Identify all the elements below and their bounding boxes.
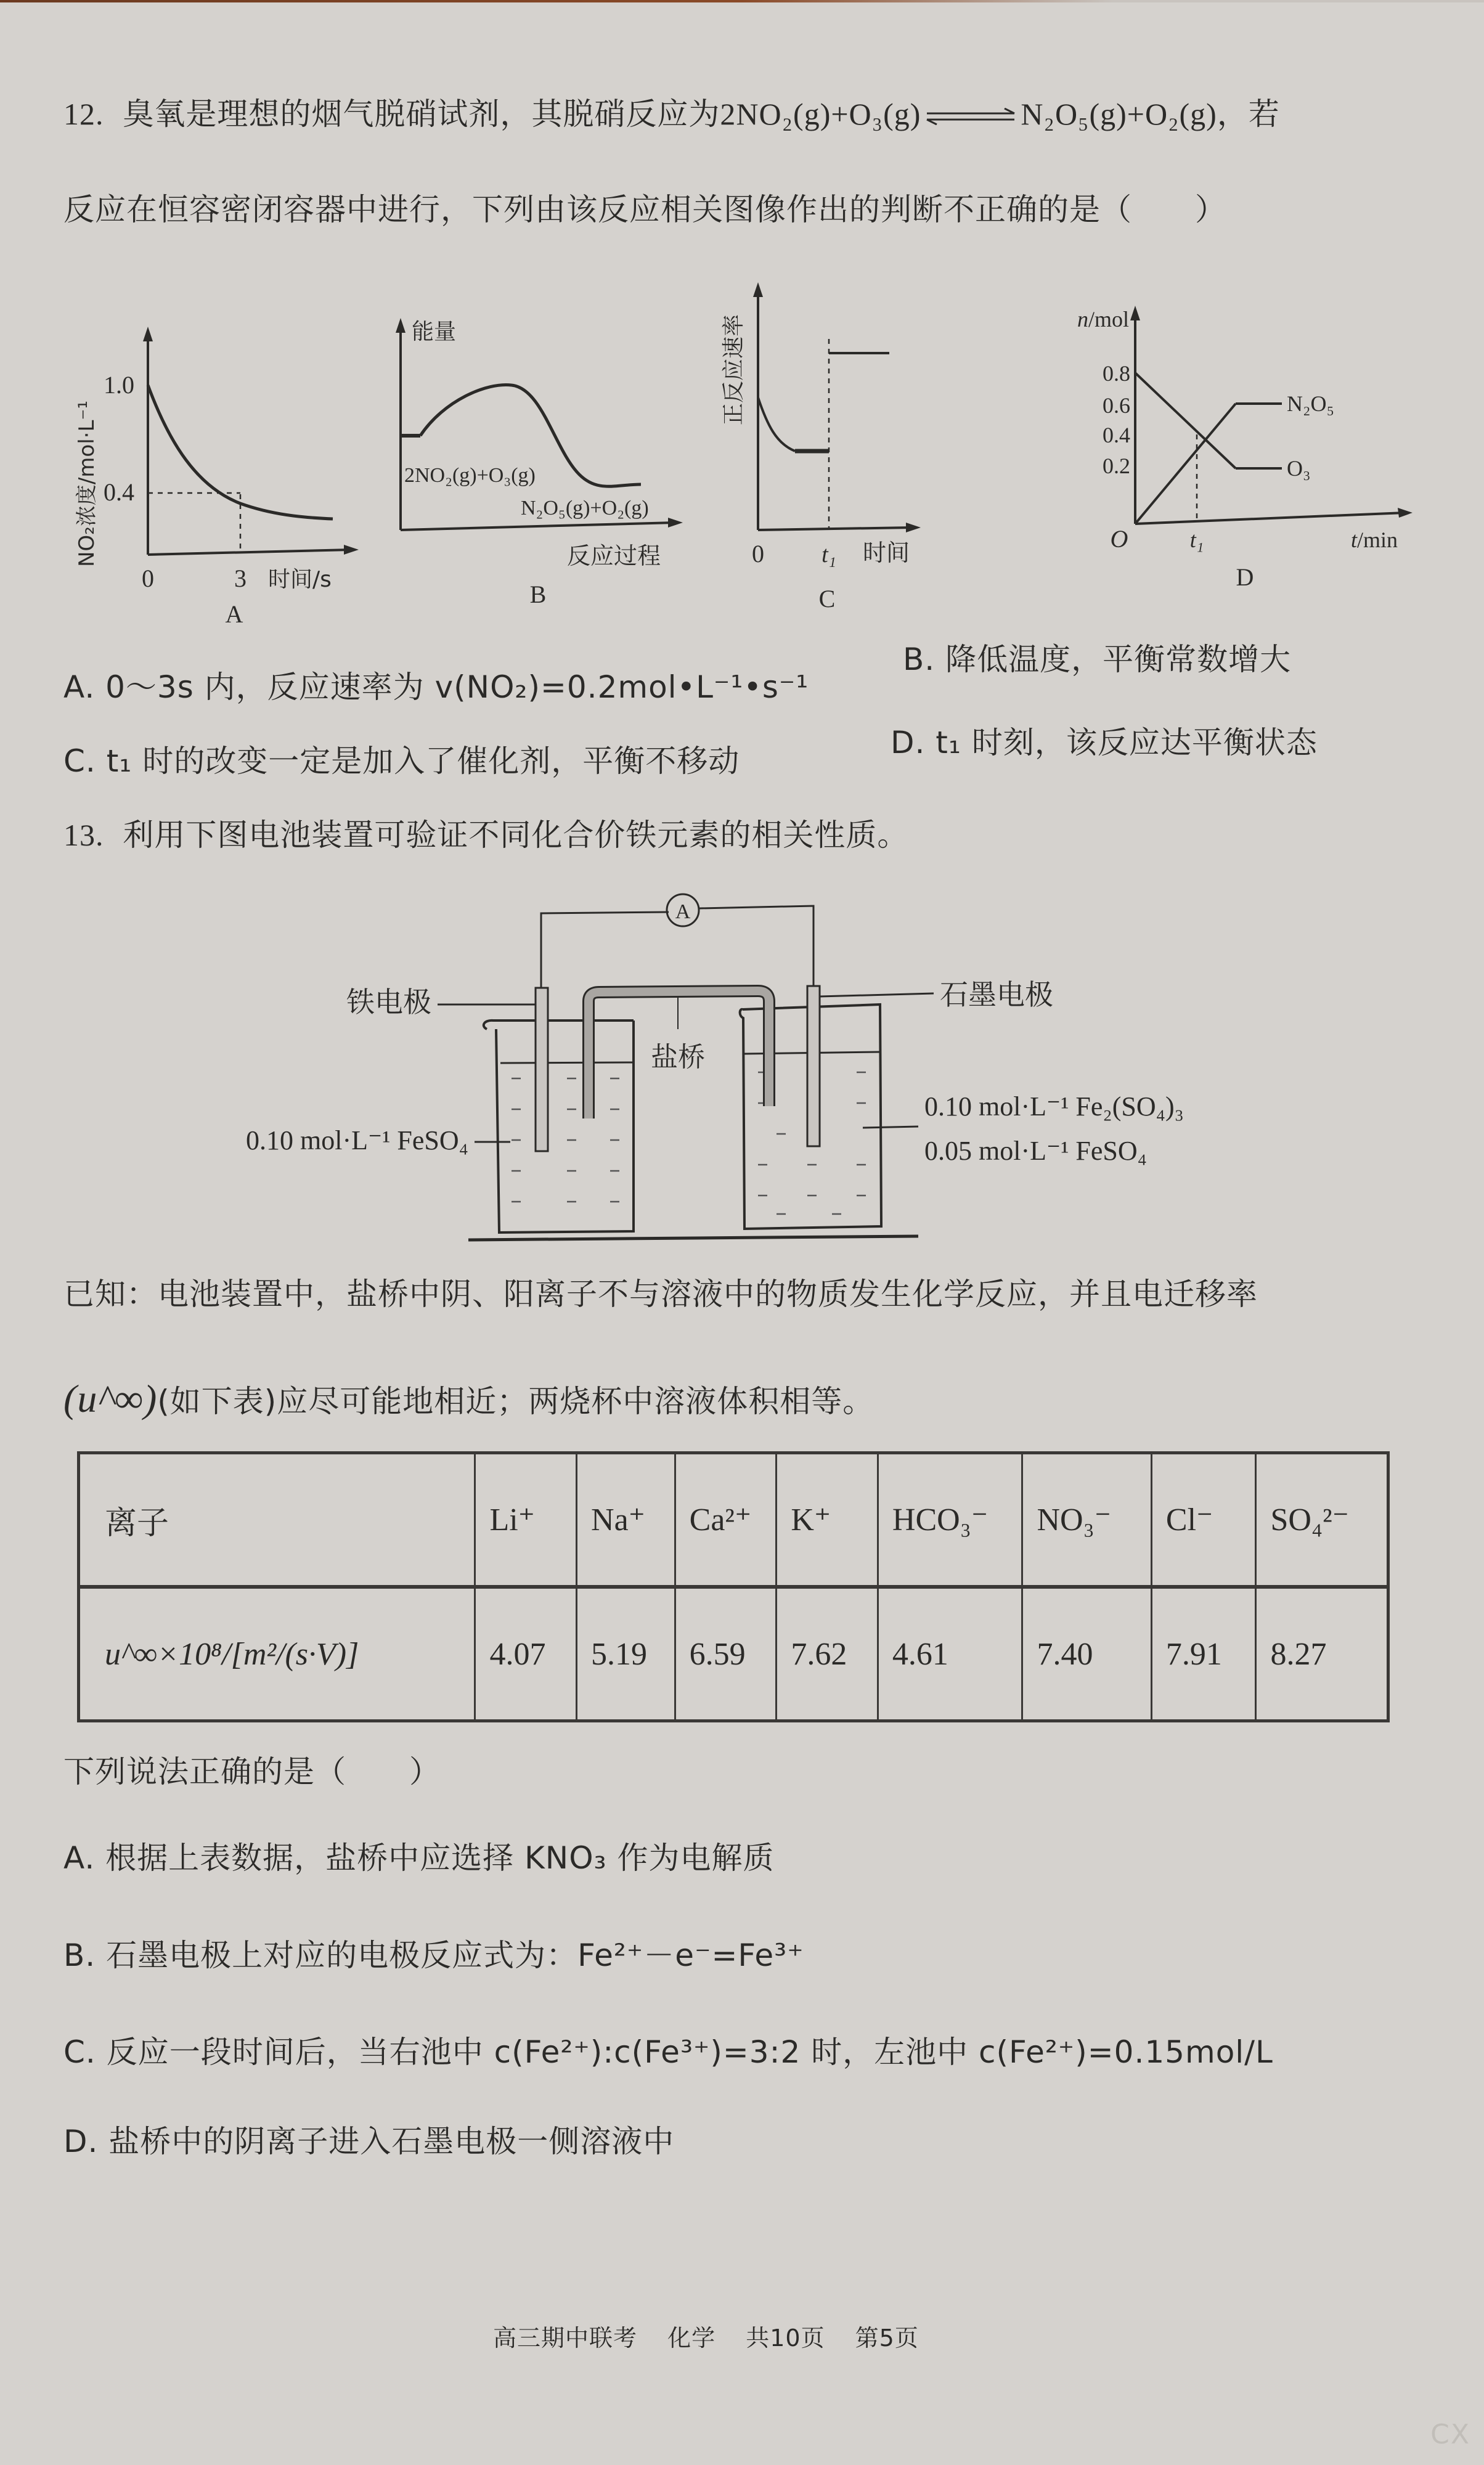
graphite-electrode [807,986,820,1146]
table-cell-ion: K⁺ [777,1453,878,1587]
graph-d-ytick-1: 0.8 [1103,361,1130,386]
graph-d-series-o3: O₃ [1287,456,1311,481]
table-cell-ion: SO₄²⁻ [1256,1453,1388,1587]
q12-stem-line1 [63,96,1280,132]
q12-option-b: B. 降低温度，平衡常数增大 [903,642,1292,677]
table-cell-value: 4.07 [475,1587,577,1721]
q13-option-b: B. 石墨电极上对应的电极反应式为：Fe²⁺－e⁻=Fe³⁺ [63,1937,804,1973]
table-cell-value: 5.19 [577,1587,675,1721]
graph-b-label: B [529,581,547,608]
graph-c-xtick-1: 0 [752,540,764,568]
graph-b-reactants: 2NO₂(g)+O₃(g) [404,464,536,487]
table-cell-ion: Na⁺ [577,1453,675,1587]
q12-number: 12. [63,97,104,131]
q13-stem-text: 利用下图电池装置可验证不同化合价铁元素的相关性质。 [123,817,909,853]
footer-page-number: 第5页 [855,2324,919,2352]
graph-d-xlabel: t/min [1350,528,1398,552]
q13-known-line2 [63,1379,874,1419]
graph-b-products: N₂O₅(g)+O₂(g) [521,497,649,519]
table-cell-value: 7.91 [1151,1587,1256,1721]
graph-a-xtick-2: 3 [234,564,247,592]
footer-total-pages: 共10页 [746,2324,825,2352]
watermark: CX [1430,2419,1470,2450]
graph-a [55,320,376,629]
table-cell-ion: NO₃⁻ [1022,1453,1151,1587]
graph-d [1042,296,1436,604]
q12-stem-part2: ，若 [1217,96,1280,132]
table-row-ions [79,1453,1388,1587]
table-cell-value: 8.27 [1256,1587,1388,1721]
graph-c-label: C [818,585,836,613]
q12-stem-line2: 反应在恒容密闭容器中进行，下列由该反应相关图像作出的判断不正确的是（ ） [63,192,1226,227]
q12-option-a: A. 0～3s 内，反应速率为 v(NO₂)=0.2mol•L⁻¹•s⁻¹ [63,669,809,705]
table-cell-value: 7.62 [777,1587,878,1721]
q12-option-c: C. t₁ 时的改变一定是加入了催化剂，平衡不移动 [63,743,740,779]
footer-subject: 化学 [667,2324,716,2352]
graph-a-ytick-2: 0.4 [104,478,134,506]
q12-option-d: D. t₁ 时刻，该反应达平衡状态 [891,725,1318,760]
battery-apparatus-diagram [185,875,1294,1245]
q13-stem [63,817,909,853]
graph-a-ylabel: NO₂浓度/mol·L⁻¹ [75,401,99,567]
graph-d-series-n2o5: N₂O₅ [1287,391,1335,416]
table-cell-ion: Li⁺ [475,1453,577,1587]
graph-d-label: D [1236,563,1254,591]
q12-stem-part1: 臭氧是理想的烟气脱硝试剂，其脱硝反应为 [123,96,720,132]
graph-d-ytick-4: 0.2 [1103,454,1130,478]
table-row-mobility [79,1587,1388,1721]
graph-c-xlabel: 时间 [863,539,910,566]
graph-a-ytick-1: 1.0 [104,371,134,399]
table-cell-ion: Cl⁻ [1151,1453,1256,1587]
graph-d-ytick-2: 0.6 [1103,393,1130,418]
graph-b-xlabel: 反应过程 [567,542,661,569]
equilibrium-arrow-icon [924,108,1017,125]
q13-known-line2-text: (如下表)应尽可能地相近；两烧杯中溶液体积相等。 [157,1383,874,1419]
q13-option-a: A. 根据上表数据，盐桥中应选择 KNO₃ 作为电解质 [63,1840,775,1876]
graph-b [382,308,703,616]
left-solution-label: 0.10 mol·L⁻¹ FeSO₄ [246,1125,468,1155]
graph-a-xtick-1: 0 [142,564,154,592]
graph-c-ylabel: 正反应速率 [721,314,746,425]
salt-bridge-label: 盐桥 [651,1041,705,1073]
table-cell-value: 6.59 [675,1587,777,1721]
iron-electrode [536,988,548,1151]
q13-question: 下列说法正确的是（ ） [63,1754,441,1790]
graph-c [709,265,992,622]
graph-b-ylabel: 能量 [412,319,457,344]
footer-exam: 高三期中联考 [493,2324,638,2352]
ion-mobility-table [77,1451,1390,1722]
graph-d-ytick-3: 0.4 [1103,423,1130,447]
table-cell-value: 7.40 [1022,1587,1151,1721]
q12-reaction-right: N₂O₅(g)+O₂(g) [1021,97,1217,131]
graph-a-xlabel: 时间/s [268,567,332,592]
graph-a-label: A [225,600,243,628]
table-header-mobility: u^∞×10⁸/[m²/(s·V)] [79,1587,475,1721]
page-top-edge [0,0,1484,2]
q12-reaction-left: 2NO₂(g)+O₃(g) [720,97,921,131]
mobility-symbol: (u^∞) [63,1377,158,1420]
graph-d-xtick-t1: t₁ [1189,528,1204,552]
q13-option-c: C. 反应一段时间后，当右池中 c(Fe²⁺):c(Fe³⁺)=3:2 时，左池中 c(Fe²⁺)=0.15mol/L [63,2034,1273,2070]
table-cell-ion: Ca²⁺ [675,1453,777,1587]
q13-known-line1: 已知：电池装置中，盐桥中阴、阳离子不与溶液中的物质发生化学反应，并且电迁移率 [63,1276,1258,1312]
table-cell-value: 4.61 [878,1587,1022,1721]
ammeter-label: A [675,900,691,923]
right-solution-label-1: 0.10 mol·L⁻¹ Fe₂(SO₄)₃ [924,1091,1184,1122]
graph-d-origin: O [1110,525,1128,553]
table-cell-ion: HCO₃⁻ [878,1453,1022,1587]
graphite-electrode-label: 石墨电极 [940,978,1053,1011]
q13-number: 13. [63,818,104,852]
graph-d-ylabel: n/mol [1077,307,1130,332]
q13-option-d: D. 盐桥中的阴离子进入石墨电极一侧溶液中 [63,2124,675,2159]
page-footer [493,2319,941,2353]
graph-c-xtick-2: t₁ [822,542,836,568]
table-header-ion: 离子 [79,1453,475,1587]
right-solution-label-2: 0.05 mol·L⁻¹ FeSO₄ [924,1136,1147,1166]
iron-electrode-label: 铁电极 [346,985,431,1019]
